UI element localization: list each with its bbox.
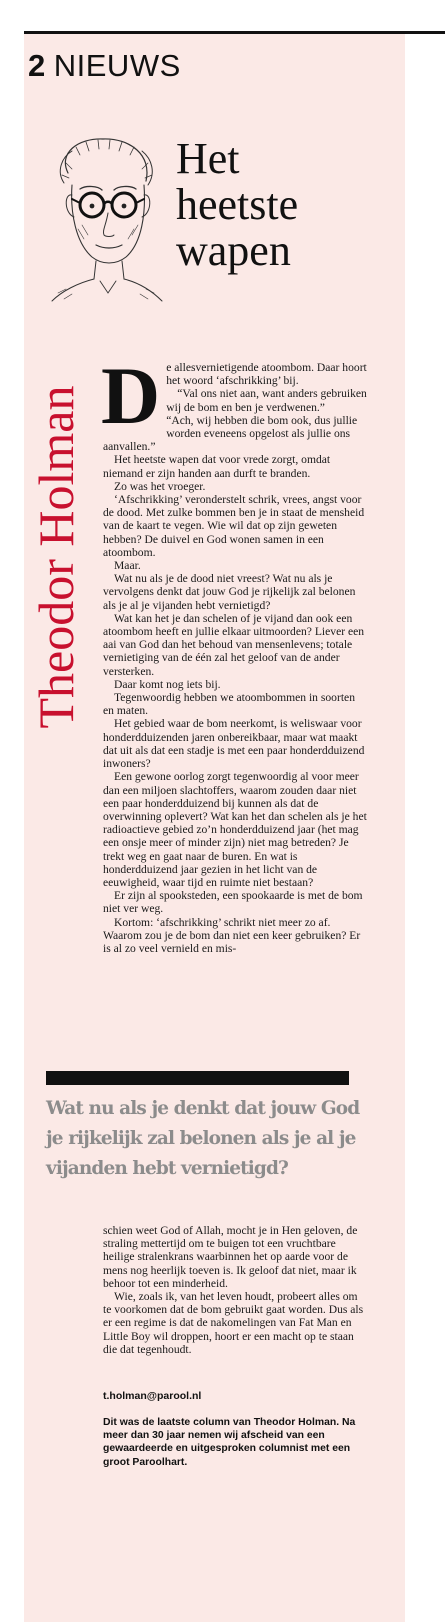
headline [176, 136, 376, 274]
byline-text: Theodor Holman [28, 385, 84, 729]
headline-line: wapen [176, 226, 291, 275]
paragraph: Wat kan het je dan schelen of je vijand dan ook een atoombom heeft en jullie elkaar uitmoorden? Liever een aai van God dan het behoud van mensenlevens; totale vernietiging van de één zal het geloof van de ander versterken. [103, 611, 365, 678]
paragraph: Het heetste wapen dat voor vrede zorgt, omdat niemand er zijn handen aan durft te branden. [103, 453, 331, 480]
paragraph: “Ach, wij hebben die bom ook, dus jullie worden eveneens opgelost als jullie ons aanvallen.” [103, 413, 358, 454]
paragraph: Wie, zoals ik, van het leven houdt, probeert alles om te voorkomen dat de bom gebruikt gaat worden. Dus als er een regime is dat de nakomelingen van Fat Man en Little Boy wil droppen, hoort er een macht op te staan die dat tegenhoudt. [103, 1290, 364, 1356]
paragraph: Een gewone oorlog zorgt tegenwoordig al voor meer dan een miljoen slachtoffers, waarom zouden daar niet een paar honderdduizend bij kunnen als dat de overwinning oplevert? Wat kan het dan schelen als je het radioactieve gebied zo’n honderdduizend jaar (het mag een onsje meer of minder zijn) niet mag betreden? Je trekt weg en gaat naar de buren. En wat is honderdduizend jaar gezien in het licht van de eeuwigheid, waar tijd en ruimte niet bestaan? [103, 770, 367, 889]
section-name: NIEUWS [53, 48, 181, 83]
pull-quote-bar [46, 1071, 349, 1085]
article-body [101, 350, 367, 955]
farewell-note: Dit was de laatste column van Theodor Holman. Na meer dan 30 jaar nemen wij afscheid van een gewaardeerde en uitgesproken columnist met een groot Paroolhart. [103, 1417, 356, 1468]
page-number: 2 [28, 48, 46, 83]
paragraph: Wat nu als je de dood niet vreest? Wat nu als je vervolgens denkt dat jouw God je rijkelijk zal belonen als je al je vijanden hebt vernietigd? [103, 572, 356, 612]
article-body-continued [103, 1224, 367, 1356]
section-header [28, 48, 181, 84]
byline [26, 362, 86, 752]
headline-line: heetste [176, 180, 299, 229]
paragraph: ‘Afschrikking’ veronderstelt schrik, vrees, angst voor de dood. Met zulke bommen ben je in staat de mensheid van de kaart te vegen. Wie wil dat op zijn geweten hebben? De duivel en God wonen samen in een atoombom. [103, 493, 365, 559]
paragraph: De allesvernietigende atoombom. Daar hoort het woord ‘afschrikking’ bij. [101, 350, 367, 441]
author-portrait-icon [48, 133, 164, 303]
headline-line: Het [176, 134, 240, 183]
paragraph: Tegenwoordig hebben we atoombommen in soorten en maten. [103, 691, 355, 718]
author-email-link[interactable]: t.holman@parool.nl [103, 1390, 202, 1402]
pull-quote: Wat nu als je denkt dat jouw God je rijkelijk zal belonen als je al je vijanden hebt vernietigd? [46, 1098, 360, 1179]
paragraph: Maar. [114, 559, 141, 573]
top-rule-right [404, 31, 445, 34]
paragraph: “Val ons niet aan, want anders gebruiken wij de bom en ben je verdwenen.” [166, 387, 367, 414]
paragraph: Zo was het vroeger. [114, 479, 206, 493]
dropcap: D [101, 350, 161, 441]
paragraph: Daar komt nog iets bij. [114, 677, 221, 691]
paragraph: Kortom: ‘afschrikking’ schrikt niet meer zo af. Waarom zou je de bom dan niet een keer gebruiken? Er is al zo veel vernield en mis- [103, 915, 361, 955]
paragraph: Er zijn al spooksteden, een spookaarde is met de bom niet ver weg. [103, 889, 363, 916]
paragraph: Het gebied waar de bom neerkomt, is weliswaar voor honderdduizenden jaren onbereikbaar, maar wat maakt dat uit als dat een stadje is met een paar honderdduizend inwoners? [103, 717, 365, 771]
paragraph: schien weet God of Allah, mocht je in Hen geloven, de straling mettertijd om te buigen tot een vruchtbare heilige stralenkrans waarbinnen het op aarde voor de mens nog heerlijk toeven is. Ik geloof dat niet, maar ik behoor tot een minderheid. [103, 1224, 358, 1290]
